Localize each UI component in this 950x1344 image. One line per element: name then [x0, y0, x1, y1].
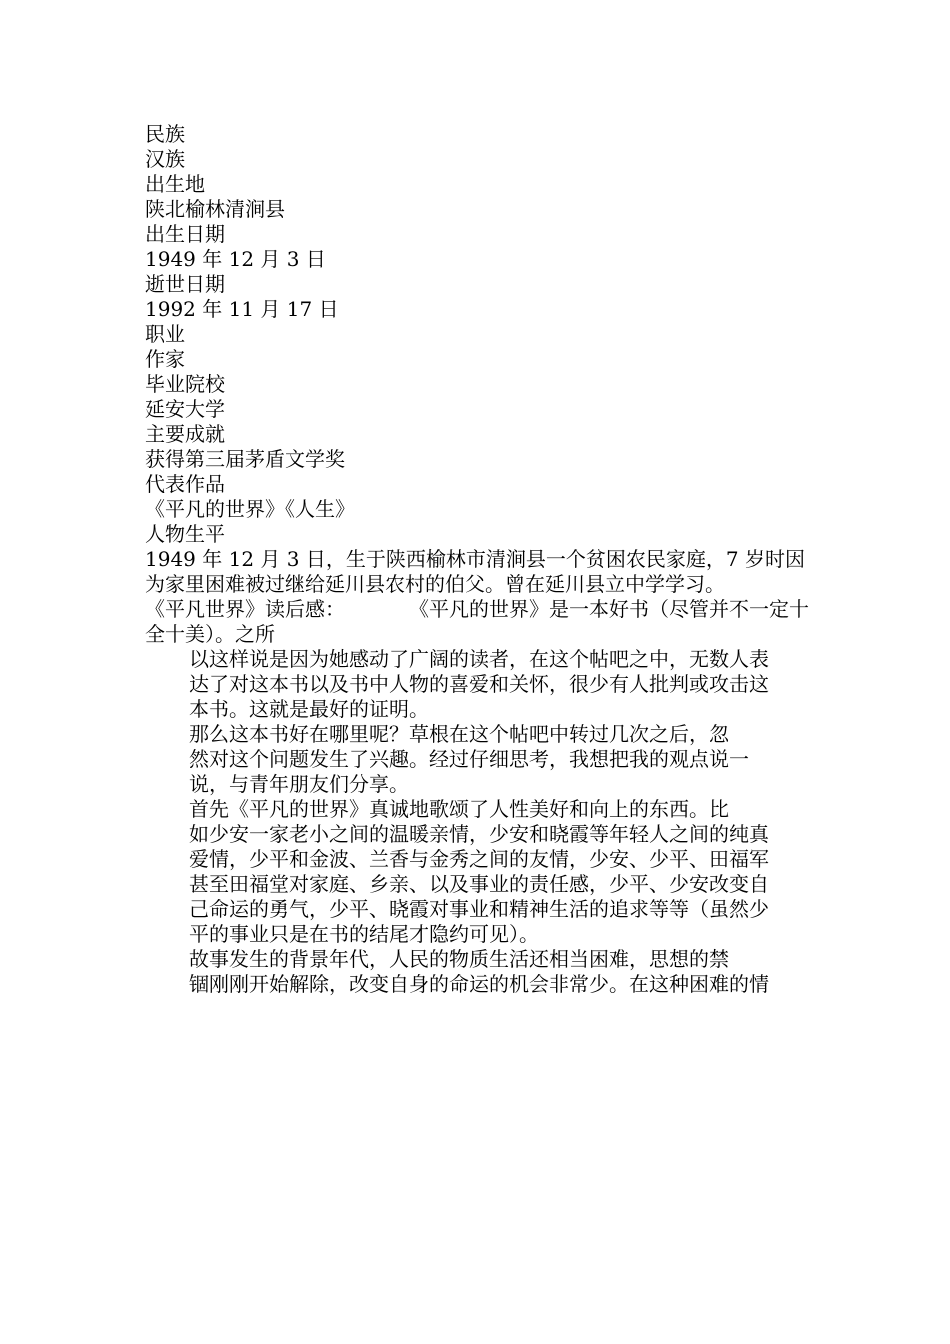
profile-line: 职业: [145, 322, 185, 346]
profile-line: 陕北榆林清涧县: [145, 197, 285, 221]
review-line: 那么这本书好在哪里呢？草根在这个帖吧中转过几次之后，忽: [189, 722, 729, 746]
review-intro: [145, 597, 810, 647]
profile-line: 汉族: [145, 147, 185, 171]
profile-line: 延安大学: [145, 397, 225, 421]
profile-line: 逝世日期: [145, 272, 225, 296]
review-line: 然对这个问题发生了兴趣。经过仔细思考，我想把我的观点说一: [189, 747, 749, 771]
profile-line: 毕业院校: [145, 372, 225, 396]
profile-line: 出生地: [145, 172, 205, 196]
profile-line: 代表作品: [145, 472, 225, 496]
profile-line: 1992 年 11 月 17 日: [145, 297, 339, 321]
profile-line: 获得第三届茅盾文学奖: [145, 447, 345, 471]
review-line: 本书。这就是最好的证明。: [189, 697, 429, 721]
review-line: 己命运的勇气，少平、晓霞对事业和精神生活的追求等等（虽然少: [189, 897, 769, 921]
bio-paragraph: 1949 年 12 月 3 日，生于陕西榆林市清涧县一个贫困农民家庭，7 岁时因为家里困难被过继给延川县农村的伯父。曾在延川县立中学学习。: [145, 547, 805, 596]
review-line: 说，与青年朋友们分享。: [189, 772, 409, 796]
profile-line: 1949 年 12 月 3 日: [145, 247, 326, 271]
review-line: 故事发生的背景年代，人民的物质生活还相当困难，思想的禁: [189, 947, 729, 971]
review-line: 以这样说是因为她感动了广阔的读者，在这个帖吧之中，无数人表: [189, 647, 769, 671]
review-label: 《平凡世界》读后感：: [145, 597, 345, 621]
profile-line: 人物生平: [145, 522, 225, 546]
review-line: 首先《平凡的世界》真诚地歌颂了人性美好和向上的东西。比: [189, 797, 729, 821]
document-page: [145, 122, 810, 997]
review-line: 爱情，少平和金波、兰香与金秀之间的友情，少安、少平、田福军: [189, 847, 769, 871]
review-line: 甚至田福堂对家庭、乡亲、以及事业的责任感，少平、少安改变自: [189, 872, 769, 896]
profile-line: 出生日期: [145, 222, 225, 246]
review-line: 平的事业只是在书的结尾才隐约可见）。: [189, 922, 539, 946]
profile-line: 作家: [145, 347, 185, 371]
profile-line: 民族: [145, 122, 185, 146]
profile-line: 主要成就: [145, 422, 225, 446]
review-line: 达了对这本书以及书中人物的喜爱和关怀，很少有人批判或攻击这: [189, 672, 769, 696]
profile-line: 《平凡的世界》《人生》: [145, 497, 355, 521]
review-line: 如少安一家老小之间的温暖亲情，少安和晓霞等年轻人之间的纯真: [189, 822, 769, 846]
review-line: 锢刚刚开始解除，改变自身的命运的机会非常少。在这种困难的情: [189, 972, 769, 996]
review-first-line: 《平凡的世界》是一本好书（尽管并不一定十全十美）。之所: [145, 597, 809, 646]
